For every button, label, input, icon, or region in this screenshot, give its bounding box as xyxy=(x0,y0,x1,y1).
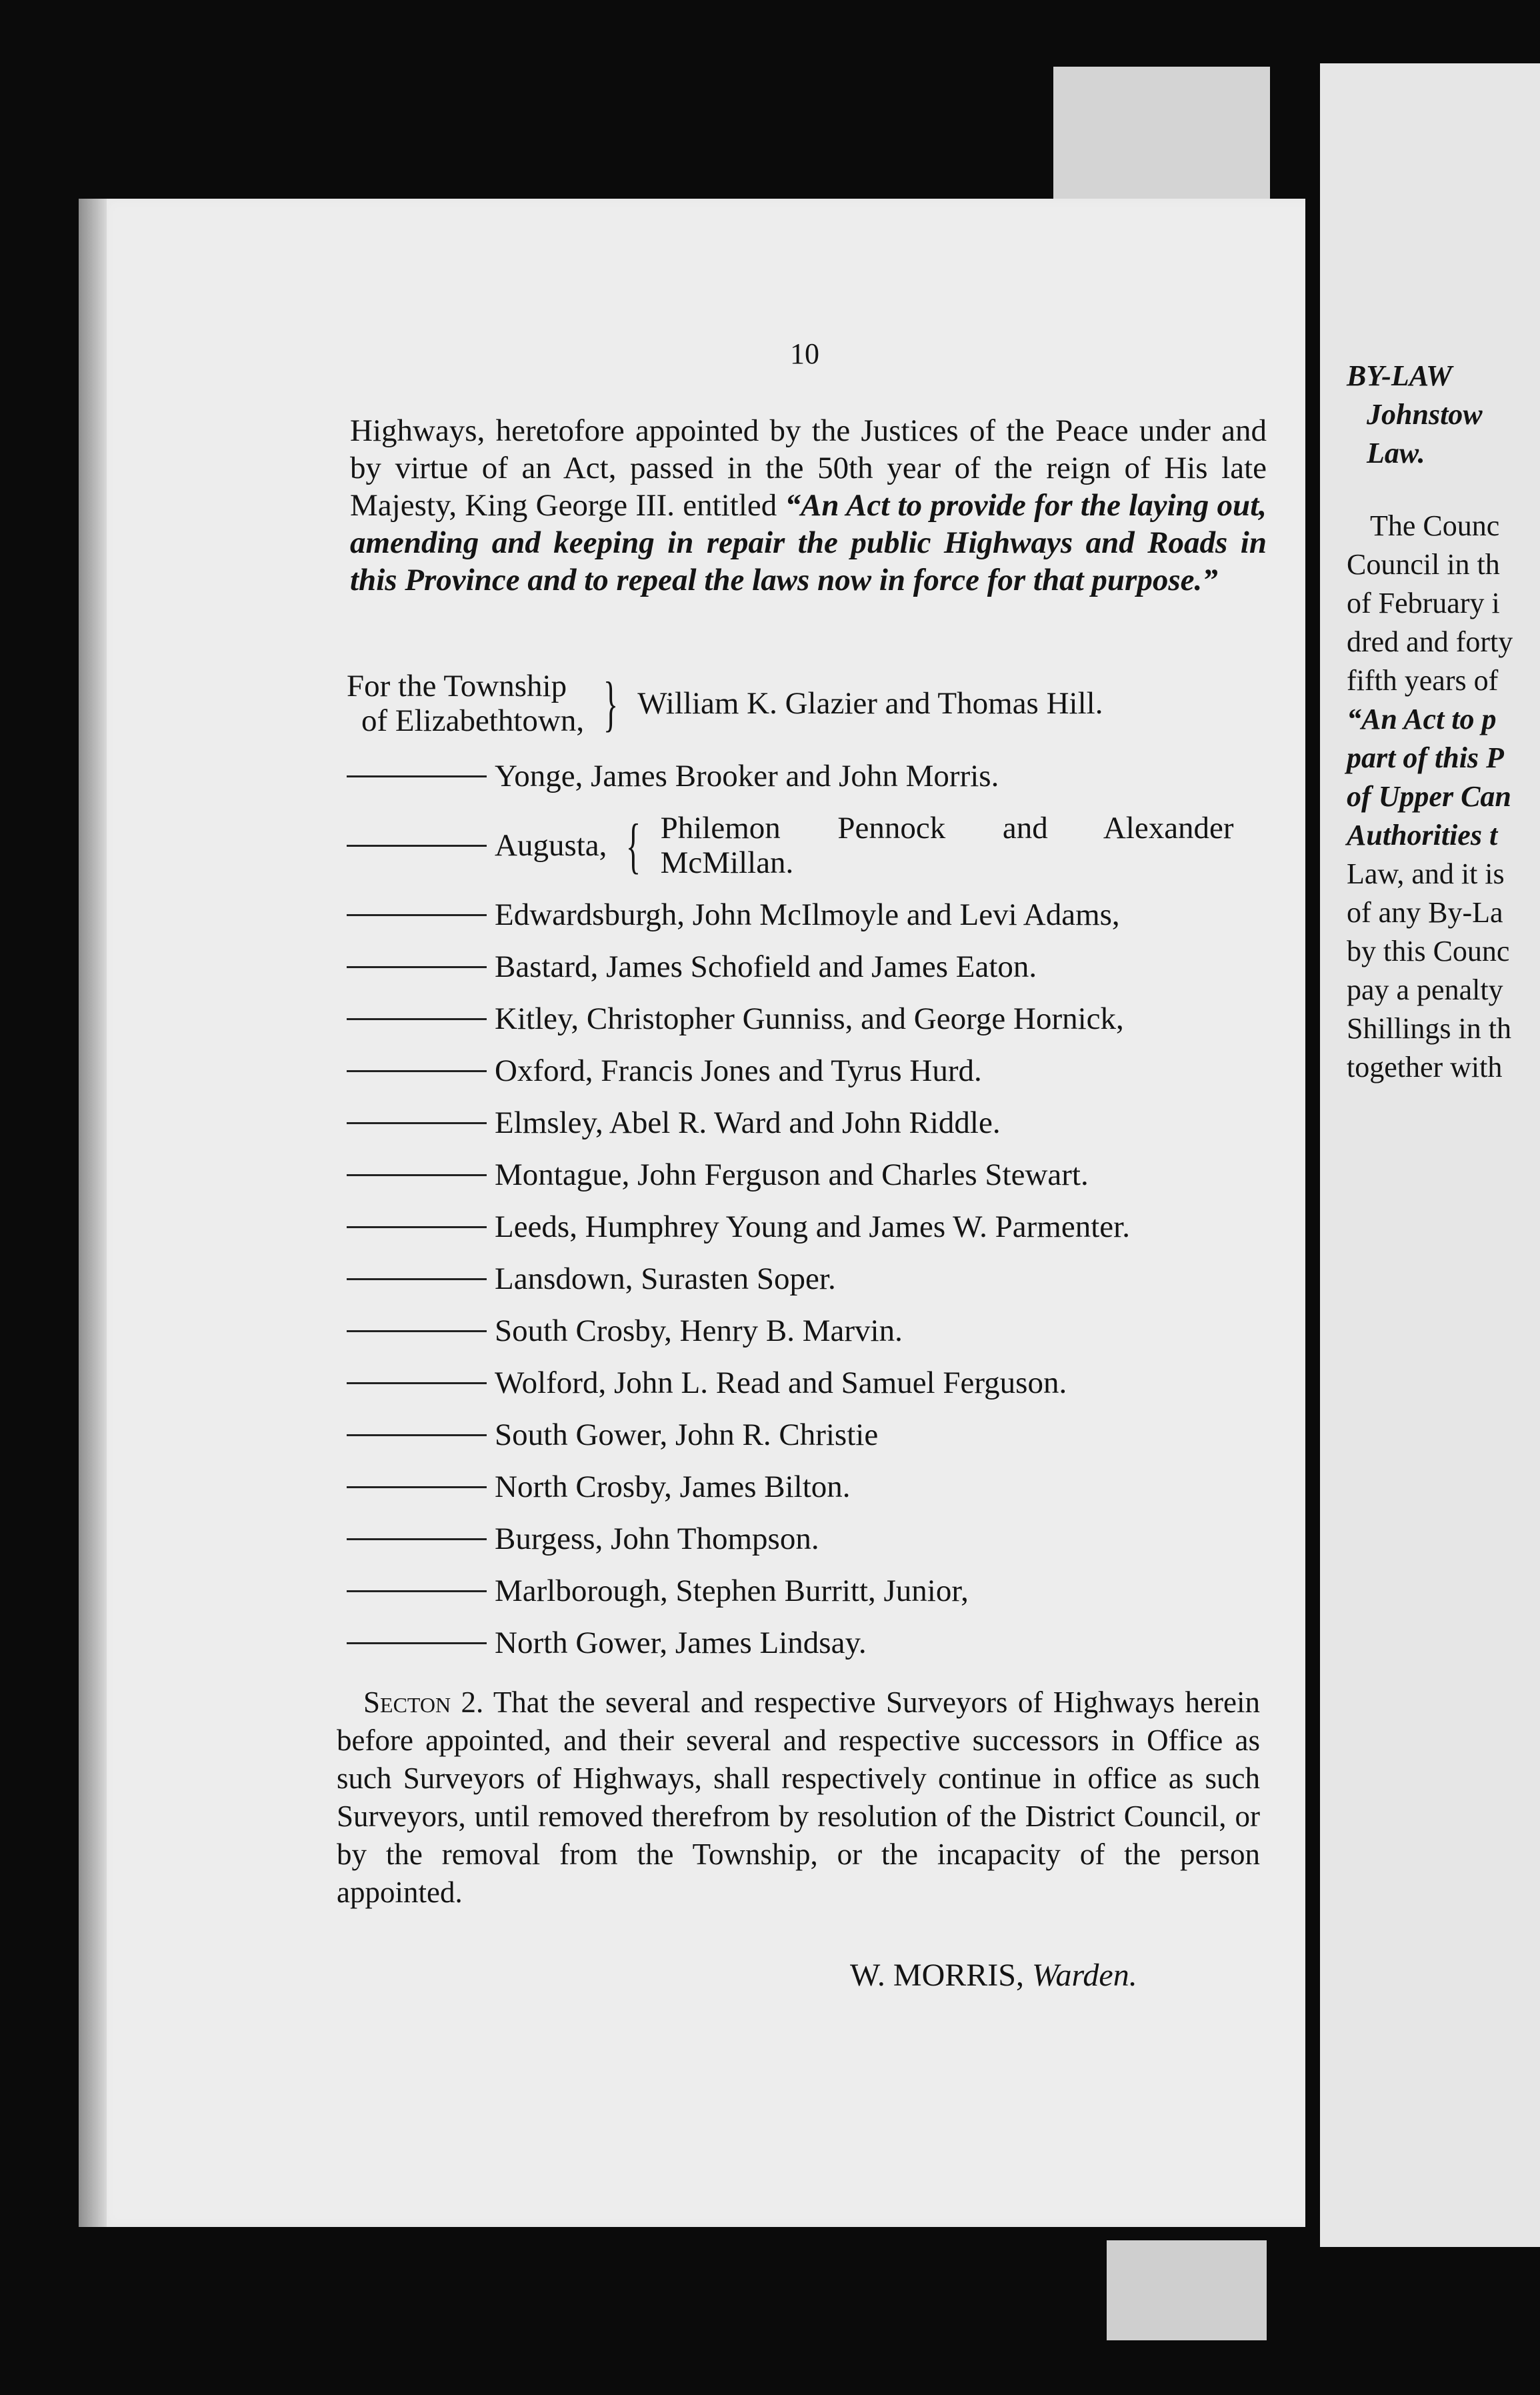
entry-text: South Gower, John R. Christie xyxy=(495,1418,879,1452)
list-item-elizabethtown xyxy=(347,657,1273,750)
intro-paragraph xyxy=(350,412,1267,599)
facing-line: of February i xyxy=(1347,587,1500,619)
signature-name: W. MORRIS, xyxy=(850,1958,1024,1993)
ditto-dash xyxy=(347,966,487,968)
list-item xyxy=(347,1409,1273,1461)
ditto-dash xyxy=(347,1174,487,1176)
bottom-page-tab xyxy=(1107,2240,1267,2340)
brace-glyph: } xyxy=(603,669,619,737)
facing-line: part of this P xyxy=(1347,741,1504,774)
surveyor-list xyxy=(347,657,1273,1669)
facing-line: dred and forty xyxy=(1347,625,1513,658)
surveyor-names: William K. Glazier and Thomas Hill. xyxy=(637,686,1103,721)
surveyor-line: Philemon Pennock and Alexander xyxy=(660,811,1234,845)
entry-text: Bastard, James Schofield and James Eaton. xyxy=(495,949,1037,984)
facing-line: The Counc xyxy=(1370,509,1500,542)
list-item xyxy=(347,889,1273,941)
facing-line: pay a penalty xyxy=(1347,973,1503,1006)
ditto-dash xyxy=(347,1070,487,1072)
intro-act-title: “An Act to provide for the laying out, amending and keeping in repair the public Highways and Roads in this Province and to repeal the laws now in force for that purpose.” xyxy=(350,488,1267,597)
list-item xyxy=(347,1357,1273,1409)
ditto-dash xyxy=(347,1642,487,1644)
entry-text: Elmsley, Abel R. Ward and John Riddle. xyxy=(495,1105,1001,1140)
entry-text: Kitley, Christopher Gunniss, and George Hornick, xyxy=(495,1001,1124,1036)
township-label xyxy=(347,669,584,738)
page-binding-edge xyxy=(79,199,107,2227)
facing-line: together with xyxy=(1347,1051,1503,1083)
entry-text: Montague, John Ferguson and Charles Stewart. xyxy=(495,1157,1089,1192)
ditto-dash xyxy=(347,1382,487,1384)
ditto-dash xyxy=(347,1434,487,1436)
entry-text: North Gower, James Lindsay. xyxy=(495,1626,867,1660)
facing-line: Law, and it is xyxy=(1347,857,1505,890)
facing-line: of Upper Can xyxy=(1347,780,1511,813)
entry-text: Oxford, Francis Jones and Tyrus Hurd. xyxy=(495,1053,982,1088)
list-item xyxy=(347,993,1273,1045)
section-text: That the several and respective Surveyors of Highways herein before appointed, and their several and respective successors in Office as such Surveyors of Highways, shall respectively continue in office as such Surveyors, until removed therefrom by resolution of the District Council, or by the removal from the Township, or the incapacity of the person appointed. xyxy=(337,1686,1260,1909)
facing-line: Council in th xyxy=(1347,548,1500,581)
ditto-dash xyxy=(347,845,487,847)
list-item xyxy=(347,1461,1273,1513)
facing-line: “An Act to p xyxy=(1347,703,1497,735)
township-line: of Elizabethtown, xyxy=(361,703,585,738)
list-item-augusta xyxy=(347,802,1273,889)
facing-line: Authorities t xyxy=(1347,819,1498,851)
list-item xyxy=(347,1253,1273,1305)
township-name: Augusta, xyxy=(495,828,607,863)
ditto-dash xyxy=(347,1538,487,1540)
ditto-dash xyxy=(347,1330,487,1332)
entry-text: North Crosby, James Bilton. xyxy=(495,1470,851,1504)
ditto-dash xyxy=(347,1122,487,1124)
intro-plain-text: Highways, heretofore appointed by the Justices of the Peace under and by virtue of an Act, passed in the 50th year of the reign of His late Majesty, King George III. entitled xyxy=(350,413,1267,523)
ditto-dash xyxy=(347,1486,487,1488)
list-item xyxy=(347,1565,1273,1617)
list-item xyxy=(347,1149,1273,1201)
ditto-dash xyxy=(347,1278,487,1280)
ditto-dash xyxy=(347,1590,487,1592)
facing-line: Law. xyxy=(1367,437,1425,469)
entry-text: Burgess, John Thompson. xyxy=(495,1522,819,1556)
facing-line: fifth years of xyxy=(1347,664,1499,697)
section-label: Secton 2. xyxy=(363,1686,484,1719)
list-item xyxy=(347,1617,1273,1669)
entry-text: Lansdown, Surasten Soper. xyxy=(495,1262,836,1296)
facing-line: Shillings in th xyxy=(1347,1012,1511,1045)
facing-line: by this Counc xyxy=(1347,935,1510,967)
entry-text: Yonge, James Brooker and John Morris. xyxy=(495,759,999,793)
section-2-paragraph xyxy=(337,1684,1260,1912)
signature xyxy=(850,1957,1137,1994)
entry-text: Wolford, John L. Read and Samuel Ferguson. xyxy=(495,1366,1067,1400)
surveyor-names xyxy=(661,811,1234,880)
list-item xyxy=(347,1097,1273,1149)
signature-title: Warden. xyxy=(1031,1958,1137,1993)
surveyor-line: McMillan. xyxy=(660,845,794,880)
entry-text: Leeds, Humphrey Young and James W. Parmenter. xyxy=(495,1210,1130,1244)
facing-line: BY-LAW xyxy=(1347,359,1453,392)
township-line: For the Township xyxy=(347,669,567,703)
page-number: 10 xyxy=(790,337,819,370)
brace-glyph: { xyxy=(626,811,641,879)
ditto-dash xyxy=(347,1226,487,1228)
list-item xyxy=(347,941,1273,993)
entry-text: Edwardsburgh, John McIlmoyle and Levi Adams, xyxy=(495,897,1120,932)
ditto-dash xyxy=(347,775,487,777)
entry-text: South Crosby, Henry B. Marvin. xyxy=(495,1314,903,1348)
top-page-tab xyxy=(1053,67,1270,200)
facing-line: of any By-La xyxy=(1347,896,1503,929)
list-item xyxy=(347,1513,1273,1565)
list-item xyxy=(347,750,1273,802)
ditto-dash xyxy=(347,1018,487,1020)
entry-text: Marlborough, Stephen Burritt, Junior, xyxy=(495,1574,969,1608)
list-item xyxy=(347,1201,1273,1253)
ditto-dash xyxy=(347,914,487,916)
list-item xyxy=(347,1045,1273,1097)
list-item xyxy=(347,1305,1273,1357)
facing-page xyxy=(1320,63,1540,2247)
facing-line: Johnstow xyxy=(1367,398,1483,431)
